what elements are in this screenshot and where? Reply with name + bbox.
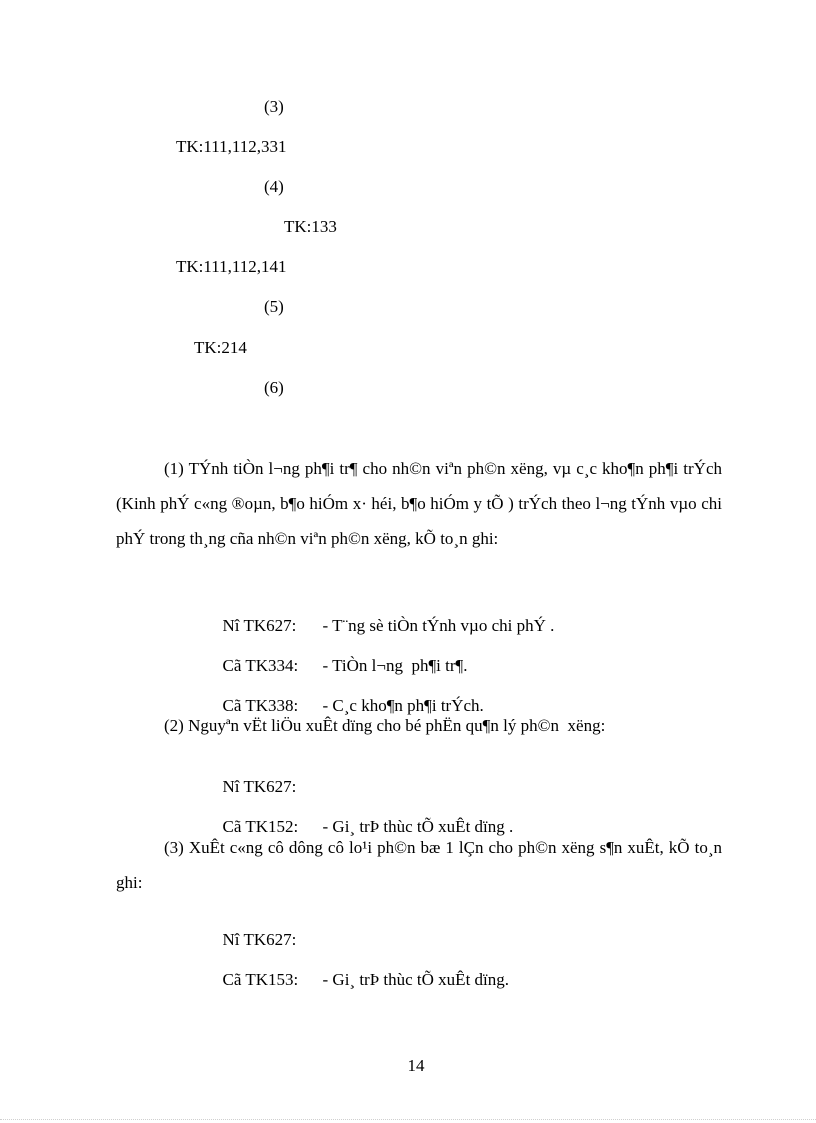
diagram-step-4: (4) (264, 177, 284, 196)
diagram-account-133: TK:133 (284, 217, 337, 236)
diagram-step-5: (5) (264, 297, 284, 316)
paragraph-2: (2) Nguyªn vËt liÖu xuÊt dïng cho bé phËn qu¶n lý ph©n xëng: (164, 716, 606, 735)
diagram-step-3: (3) (264, 97, 284, 116)
journal-entry (214, 676, 484, 716)
diagram-account-111-112-331: TK:111,112,331 (176, 137, 287, 156)
journal-entry (214, 950, 509, 990)
entry-description: - C¸c kho¶n ph¶i trÝch. (322, 696, 484, 715)
entry-account: Cã TK334: (222, 656, 299, 675)
entry-description: - Gi¸ trÞ thùc tÕ xuÊt dïng . (322, 817, 514, 836)
page-bottom-divider (0, 1119, 816, 1120)
entry-account: Cã TK338: (222, 696, 299, 715)
paragraph-3: (3) XuÊt c«ng cô dông cô lo¹i ph©n bæ 1 lÇn cho ph©n xëng s¶n xuÊt, kÕ to¸n ghi: (116, 838, 722, 892)
diagram-account-214: TK:214 (194, 338, 247, 357)
journal-entry (214, 910, 323, 950)
entry-description: - T¨ng sè tiÒn tÝnh vµo chi phÝ . (322, 616, 555, 635)
journal-entry (214, 757, 323, 797)
entry-description: - TiÒn l¬ng ph¶i tr¶. (322, 656, 468, 675)
entry-account: Nî TK627: (222, 616, 297, 635)
entry-account: Cã TK152: (222, 817, 299, 836)
entry-account: Nî TK627: (222, 930, 297, 949)
entry-account: Cã TK153: (222, 970, 299, 989)
paragraph-1: (1) TÝnh tiÒn l¬ng ph¶i tr¶ cho nh©n viªn ph©n xëng, vµ c¸c kho¶n ph¶i trÝch (Kinh phÝ c«ng ®oµn, b¶o hiÓm x· héi, b¶o hiÓm y tÕ ) trÝch theo l¬ng tÝnh vµo chi phÝ trong th¸ng cña nh©n viªn ph©n xëng, kÕ to¸n ghi: (116, 459, 722, 548)
entry-description: - Gi¸ trÞ thùc tÕ xuÊt dïng. (322, 970, 510, 989)
diagram-account-111-112-141: TK:111,112,141 (176, 257, 287, 276)
diagram-step-6: (6) (264, 378, 284, 397)
journal-entry (214, 596, 554, 636)
journal-entry (214, 636, 467, 676)
page-number: 14 (407, 1056, 425, 1075)
entry-account: Nî TK627: (222, 777, 297, 796)
